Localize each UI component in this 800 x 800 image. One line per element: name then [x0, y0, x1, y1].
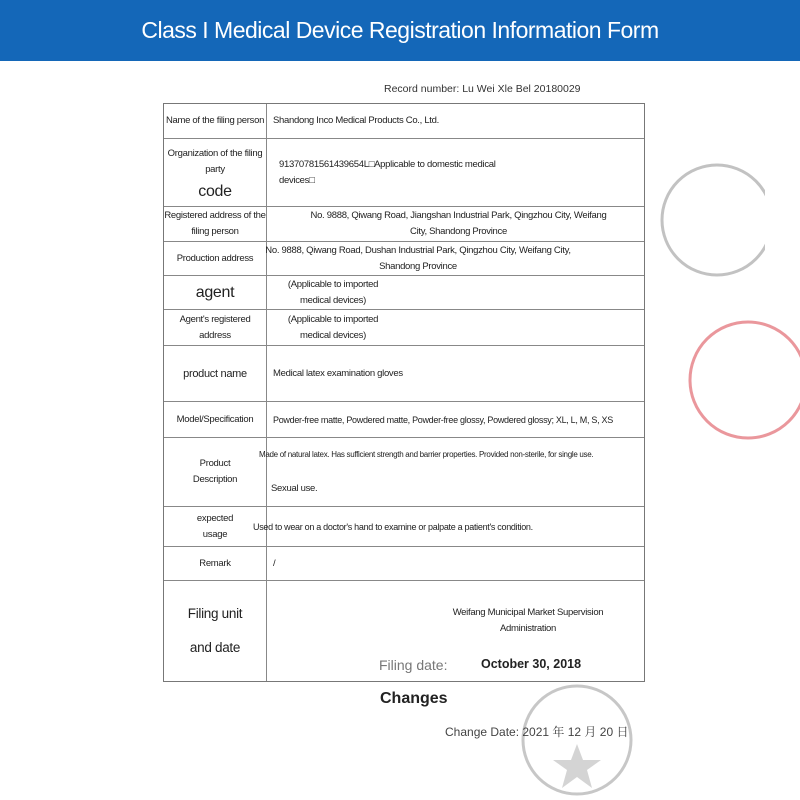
official-stamp-red: [680, 315, 800, 445]
row-value: [267, 276, 644, 309]
table-row: [164, 104, 644, 138]
row-value: [267, 242, 644, 275]
table-row: [164, 138, 644, 206]
official-stamp-gray-bottom: [515, 680, 645, 800]
row-value: [259, 438, 644, 506]
official-stamp-gray-top: [655, 160, 765, 280]
row-value: Used to wear on a doctor's hand to examine or palpate a patient's condition.: [253, 521, 533, 532]
row-label: Name of the filing person: [164, 104, 267, 138]
filer-name: Shandong Inco Medical Products Co., Ltd.: [273, 115, 439, 126]
row-value: [267, 207, 644, 241]
label-text-2: and date: [189, 640, 241, 655]
row-label: Agent's registered address: [164, 310, 267, 345]
registered-address: No. 9888, Qiwang Road, Jiangshan Industrial Park, Qingzhou City, Weifang City, Shandong Province: [310, 210, 607, 237]
label-text: Organization of the filing party: [167, 147, 263, 175]
row-label: expected usage: [164, 507, 267, 546]
table-row: [164, 546, 644, 580]
table-row: [164, 345, 644, 401]
title-banner: [0, 0, 800, 61]
row-value: Powder-free matte, Powdered matte, Powder-free glossy, Powdered glossy; XL, L, M, S, XS: [273, 414, 613, 425]
row-label: [164, 139, 267, 206]
filing-date: October 30, 2018: [481, 657, 582, 671]
row-label: product name: [164, 346, 267, 401]
agent-value: (Applicable to imported medical devices): [287, 278, 379, 306]
description-text-2: Sexual use.: [271, 483, 318, 494]
row-label: Remark: [164, 547, 267, 580]
label-text-big: code: [198, 182, 232, 200]
row-label: agent: [164, 276, 267, 309]
table-row: [164, 506, 644, 546]
agent-address-value: (Applicable to imported medical devices): [287, 313, 379, 341]
stamp-star-icon: [553, 744, 601, 788]
table-row: [164, 309, 644, 345]
row-value: /: [273, 557, 276, 569]
row-value: [267, 581, 644, 681]
description-text: Made of natural latex. Has sufficient strength and barrier properties. Provided non-sterile, for single use.: [259, 450, 594, 459]
filing-date-label: Filing date:: [379, 657, 448, 673]
row-value: Medical latex examination gloves: [273, 367, 403, 379]
row-label: Registered address of the filing person: [164, 207, 267, 241]
row-value: [267, 104, 644, 138]
row-value: [267, 310, 644, 345]
table-row: [164, 206, 644, 241]
table-row: [164, 275, 644, 309]
record-number: Record number: Lu Wei Xle Bel 20180029: [384, 83, 581, 95]
row-value: [267, 139, 497, 206]
row-label: Model/Specification: [164, 402, 267, 437]
changes-heading: Changes: [380, 690, 448, 707]
page-title: Class I Medical Device Registration Information Form: [141, 17, 659, 43]
label-text: Filing unit: [187, 606, 243, 621]
production-address: No. 9888, Qiwang Road, Dushan Industrial Park, Qingzhou City, Weifang City, Shandong Province: [265, 244, 571, 272]
change-date: Change Date: 2021 年 12 月 20 日: [445, 725, 629, 739]
filing-unit: Weifang Municipal Market Supervision Administration: [452, 607, 604, 634]
row-label: [164, 581, 267, 681]
org-code: 91370781561439654L□Applicable to domestic medical devices□: [279, 158, 496, 186]
row-label: Product Description: [164, 438, 267, 506]
table-row: [164, 401, 644, 437]
table-row: [164, 437, 644, 506]
table-row: [164, 241, 644, 275]
row-label: Production address: [164, 242, 267, 275]
registration-table: [163, 103, 645, 682]
